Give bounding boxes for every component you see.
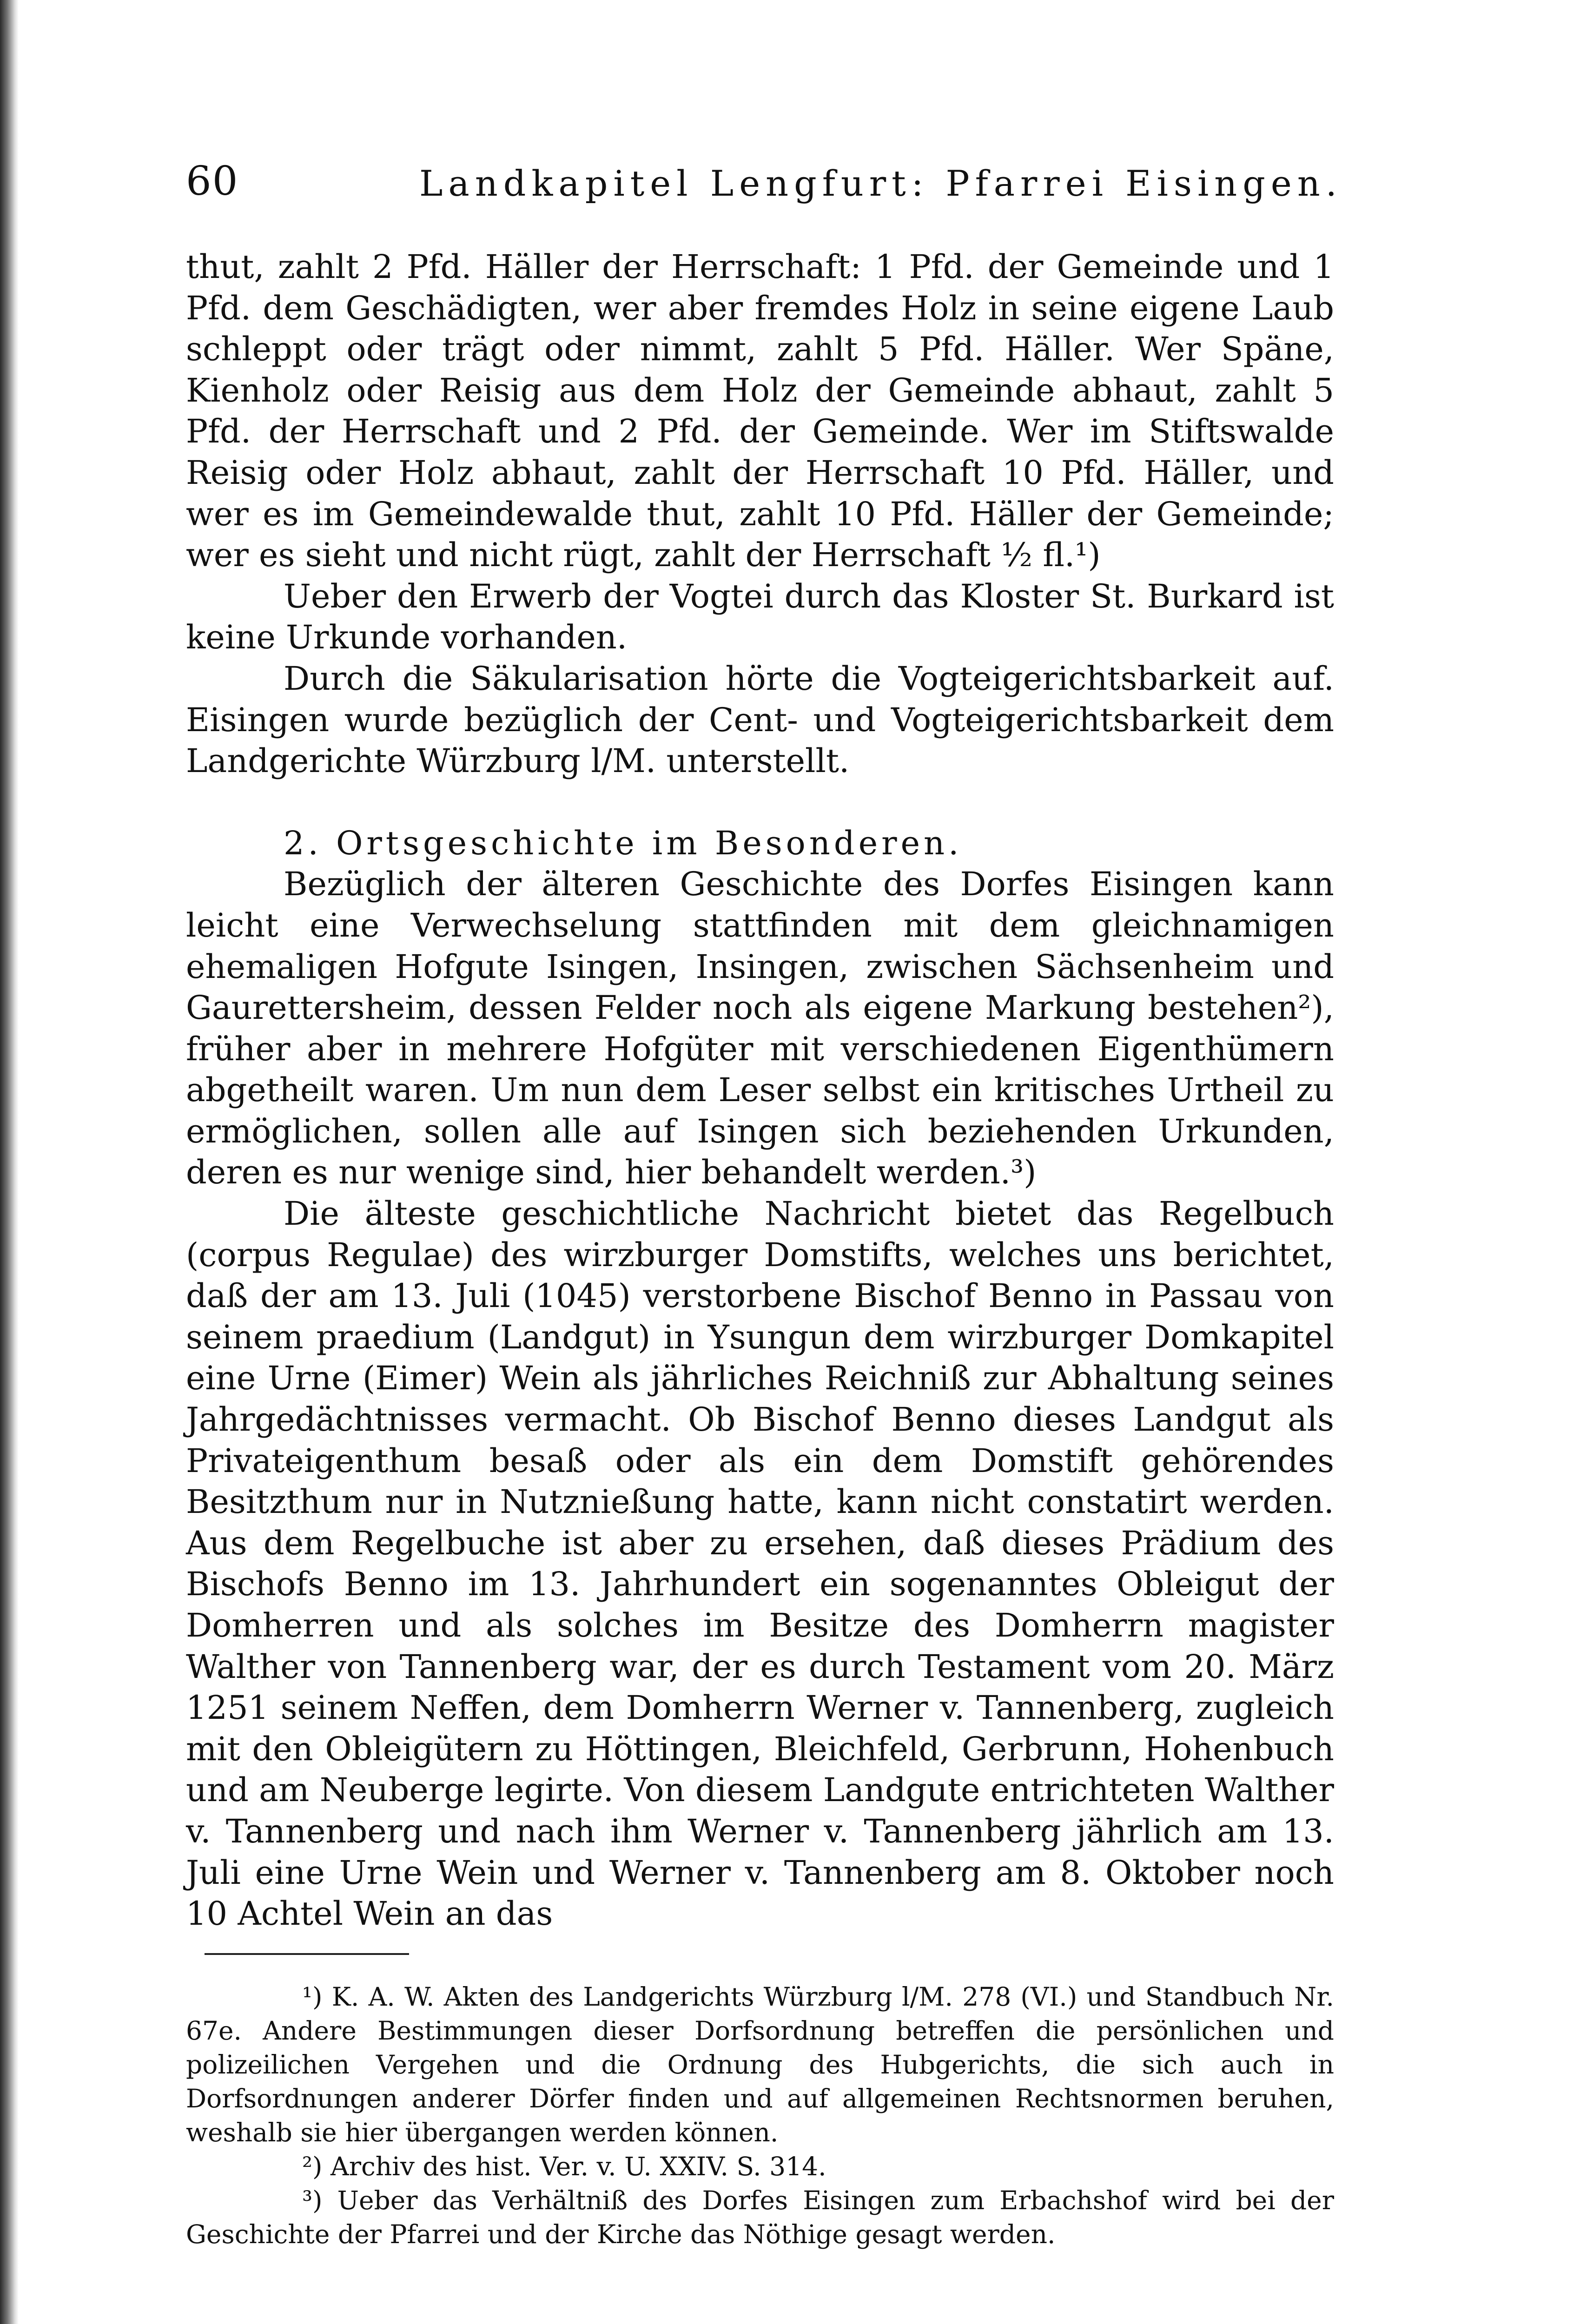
footnote-divider	[205, 1953, 409, 1955]
page-header	[186, 158, 1381, 214]
page-number: 60	[186, 158, 239, 205]
paragraph-5: Die älteste geschichtliche Nachricht bietet das Regelbuch (corpus Regulae) des wirzburger Domstifts, welches uns berichtet, daß der am 13. Juli (1045) verstorbene Bischof Benno in Passau von seinem praedium (Landgut) in Ysungun dem wirzburger Domkapitel eine Urne (Eimer) Wein als jährliches Reichniß zur Abhaltung seines Jahrgedächtnisses vermacht. Ob Bischof Benno dieses Landgut als Privateigenthum besaß oder als ein dem Domstift gehörendes Besitzthum nur in Nutznießung hatte, kann nicht constatirt werden. Aus dem Regelbuche ist aber zu ersehen, daß dieses Prädium des Bischofs Benno im 13. Jahrhundert ein sogenanntes Obleigut der Domherren und als solches im Besitze des Domherrn magister Walther von Tannenberg war, der es durch Testament vom 20. März 1251 seinem Neffen, dem Domherrn Werner v. Tannenberg, zugleich mit den Obleigütern zu Höttingen, Bleichfeld, Gerbrunn, Hohenbuch und am Neuberge legirte. Von diesem Landgute entrichteten Walther v. Tannenberg und nach ihm Werner v. Tannenberg jährlich am 13. Juli eine Urne Wein und Werner v. Tannenberg am 8. Oktober noch 10 Achtel Wein an das	[186, 1195, 1334, 1933]
page-edge-shadow	[0, 0, 19, 2324]
paragraph-3: Durch die Säkularisation hörte die Vogteigerichtsbarkeit auf. Eisingen wurde bezüglich der Cent- und Vogteigerichtsbarkeit dem Landgerichte Würzburg l/M. unterstellt.	[186, 659, 1334, 780]
section-heading: 2. Ortsgeschichte im Besonderen.	[284, 824, 963, 862]
running-title: Landkapitel Lengfurt: Pfarrei Eisingen.	[419, 163, 1342, 204]
main-text	[186, 246, 1334, 1934]
paragraph-4: Bezüglich der älteren Geschichte des Dorfes Eisingen kann leicht eine Verwechselung stattfinden mit dem gleichnamigen ehemaligen Hofgute Isingen, Insingen, zwischen Sächsenheim und Gaurettersheim, dessen Felder noch als eigene Markung bestehen²), früher aber in mehrere Hofgüter mit verschiedenen Eigenthümern abgetheilt waren. Um nun dem Leser selbst ein kritisches Urtheil zu ermöglichen, sollen alle auf Isingen sich beziehenden Urkunden, deren es nur wenige sind, hier behandelt werden.³)	[186, 865, 1334, 1192]
footnotes	[186, 1980, 1334, 2251]
footnote-3: ³) Ueber das Verhältniß des Dorfes Eisingen zum Erbachshof wird bei der Geschichte der Pfarrei und der Kirche das Nöthige gesagt werden.	[186, 2185, 1334, 2249]
paragraph-1: thut, zahlt 2 Pfd. Häller der Herrschaft: 1 Pfd. der Gemeinde und 1 Pfd. dem Geschädigten, wer aber fremdes Holz in seine eigene Laub schleppt oder trägt oder nimmt, zahlt 5 Pfd. Häller. Wer Späne, Kienholz oder Reisig aus dem Holz der Gemeinde abhaut, zahlt 5 Pfd. der Herrschaft und 2 Pfd. der Gemeinde. Wer im Stiftswalde Reisig oder Holz abhaut, zahlt der Herrschaft 10 Pfd. Häller, und wer es im Gemeindewalde thut, zahlt 10 Pfd. Häller der Gemeinde; wer es sieht und nicht rügt, zahlt der Herrschaft ½ fl.¹)	[186, 248, 1334, 574]
footnote-1: ¹) K. A. W. Akten des Landgerichts Würzburg l/M. 278 (VI.) und Standbuch Nr. 67e. Andere Bestimmungen dieser Dorfsordnung betreffen die persönlichen und polizeilichen Vergehen und die Ordnung des Hubgerichts, die sich auch in Dorfsordnungen anderer Dörfer finden und auf allgemeinen Rechtsnormen beruhen, weshalb sie hier übergangen werden können.	[186, 1982, 1334, 2147]
footnote-2: ²) Archiv des hist. Ver. v. U. XXIV. S. 314.	[302, 2152, 826, 2181]
paragraph-2: Ueber den Erwerb der Vogtei durch das Kloster St. Burkard ist keine Urkunde vorhanden.	[186, 577, 1334, 657]
